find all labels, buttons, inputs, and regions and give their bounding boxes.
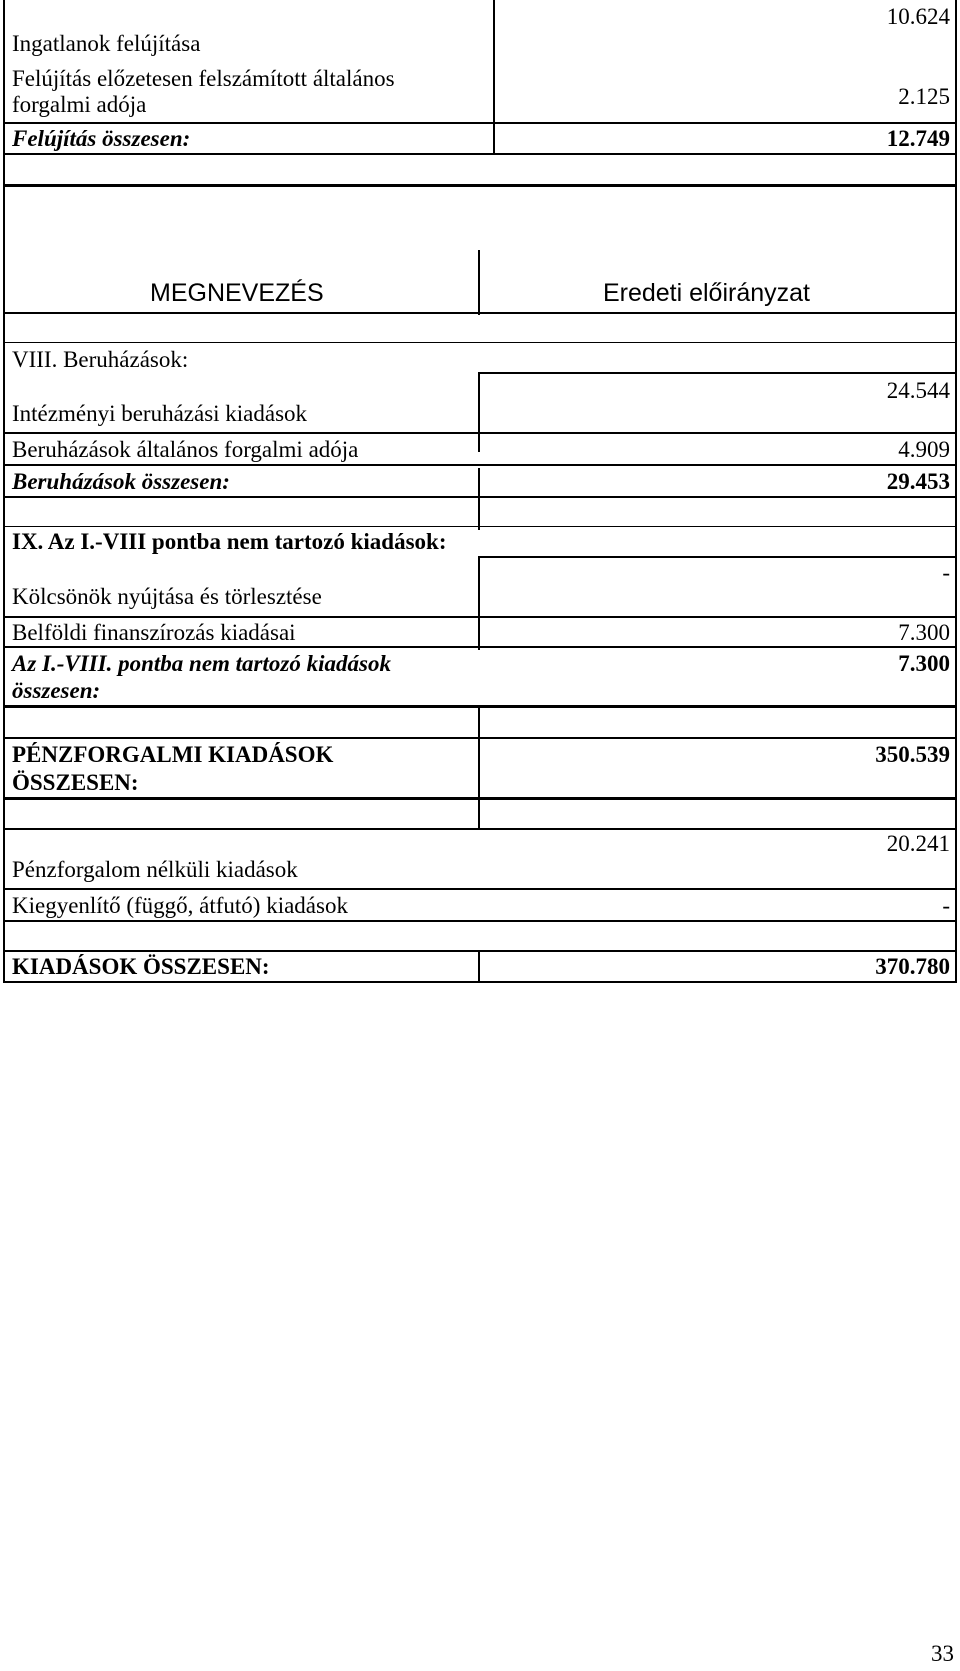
row-label-line1: Felújítás előzetesen felszámított általános: [12, 66, 395, 91]
section-title: VIII. Beruházások:: [12, 347, 189, 372]
column-header-row: [4, 252, 956, 312]
row-label: Kölcsönök nyújtása és törlesztése: [12, 584, 322, 609]
row-value: -: [942, 560, 950, 585]
page-number: 33: [931, 1641, 954, 1666]
row-value: 10.624: [886, 4, 950, 29]
subtotal-value: 29.453: [886, 469, 950, 494]
row-label: Kiegyenlítő (függő, átfutó) kiadások: [12, 893, 348, 918]
row-label: Intézményi beruházási kiadások: [12, 401, 308, 426]
subtotal-row: [4, 466, 956, 496]
column-divider: [478, 798, 480, 828]
rule: [4, 797, 956, 800]
rule: [4, 496, 956, 498]
grand-total-row: [4, 952, 956, 981]
table-row: [4, 830, 956, 888]
table-row: [4, 618, 956, 646]
row-value: 7.300: [898, 620, 950, 645]
subtotal-row: [4, 648, 956, 705]
total-label-line1: PÉNZFORGALMI KIADÁSOK: [12, 742, 334, 767]
row-label: Pénzforgalom nélküli kiadások: [12, 857, 298, 882]
section-title-row: [4, 527, 956, 557]
rule: [4, 705, 956, 708]
row-label: Belföldi finanszírozás kiadásai: [12, 620, 296, 645]
rule: [4, 312, 956, 314]
section-title: IX. Az I.-VIII pontba nem tartozó kiadások:: [12, 529, 447, 554]
column-header-name: MEGNEVEZÉS: [150, 279, 324, 307]
subtotal-label: Beruházások összesen:: [12, 469, 230, 494]
column-header-value: Eredeti előirányzat: [602, 279, 810, 307]
row-label: Beruházások általános forgalmi adója: [12, 437, 359, 462]
table-row: [4, 434, 956, 464]
row-value: 2.125: [898, 84, 950, 109]
table-row: [4, 0, 956, 62]
section-title-row: [4, 343, 956, 373]
grand-total-value: 370.780: [875, 954, 950, 979]
table-row: [4, 558, 956, 616]
total-row: [4, 739, 956, 797]
table-row: [4, 890, 956, 920]
rule: [4, 184, 956, 187]
row-label-line2: forgalmi adója: [12, 92, 147, 117]
row-label: Ingatlanok felújítása: [12, 31, 201, 56]
column-divider: [478, 706, 480, 738]
total-value: 350.539: [875, 742, 950, 767]
subtotal-value: 12.749: [886, 126, 950, 151]
row-value: 4.909: [898, 437, 950, 462]
row-value: 24.544: [886, 378, 950, 403]
subtotal-label-line2: összesen:: [12, 678, 101, 703]
subtotal-row: [4, 124, 956, 154]
subtotal-label: Felújítás összesen:: [12, 126, 191, 151]
subtotal-value: 7.300: [898, 651, 950, 676]
row-value: -: [942, 893, 950, 918]
subtotal-label-line1: Az I.-VIII. pontba nem tartozó kiadások: [12, 651, 391, 676]
row-value: 20.241: [886, 831, 950, 856]
table-row: [4, 62, 956, 122]
table-row: [4, 374, 956, 432]
rule: [4, 981, 956, 983]
grand-total-label: KIADÁSOK ÖSSZESEN:: [12, 954, 270, 979]
rule: [4, 920, 956, 922]
total-label-line2: ÖSSZESEN:: [12, 770, 139, 795]
